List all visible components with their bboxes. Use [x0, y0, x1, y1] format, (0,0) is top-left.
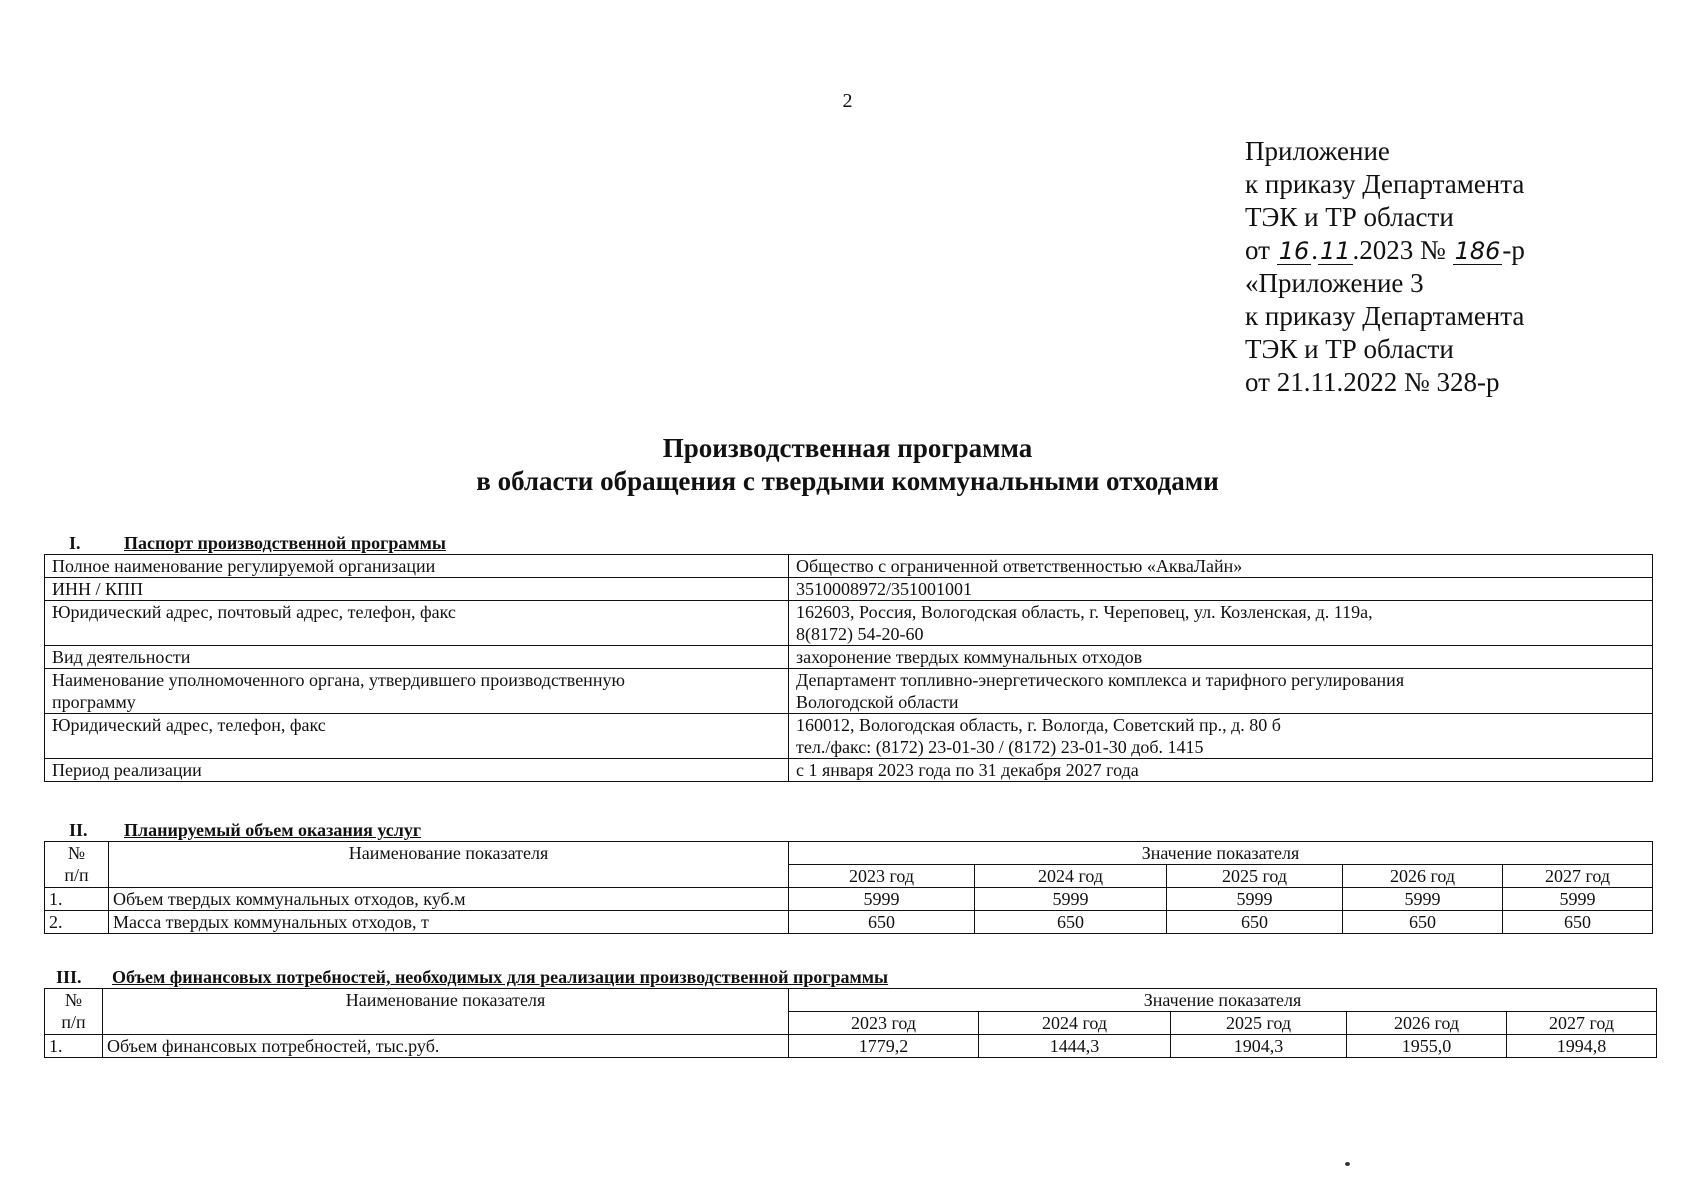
row-number: 1. — [45, 888, 109, 911]
title-line: в области обращения с твердыми коммунальными отходами — [476, 466, 1219, 496]
appendix-line: ТЭК и ТР области — [1245, 202, 1454, 232]
value-cell: 1904,3 — [1171, 1035, 1347, 1058]
section-title: Планируемый объем оказания услуг — [124, 820, 422, 840]
order-dot: . — [1311, 235, 1318, 265]
table-cell: ИНН / КПП — [45, 578, 789, 601]
table-row — [45, 759, 1653, 782]
document-title — [0, 432, 1695, 498]
year-header: 2026 год — [1343, 865, 1503, 888]
year-header: 2026 год — [1347, 1012, 1507, 1035]
year-header: 2023 год — [789, 1012, 979, 1035]
value-cell: 1444,3 — [979, 1035, 1171, 1058]
table-row — [45, 1035, 1657, 1058]
order-line — [1245, 234, 1525, 267]
year-header: 2025 год — [1167, 865, 1343, 888]
year-header: 2025 год — [1171, 1012, 1347, 1035]
value-cell: 5999 — [1167, 888, 1343, 911]
table-cell: 3510008972/351001001 — [789, 578, 1653, 601]
cell-line: Вологодской области — [796, 692, 959, 712]
value-cell: 1994,8 — [1507, 1035, 1657, 1058]
financial-needs-table — [44, 988, 1657, 1058]
cell-line: программу — [52, 692, 136, 712]
table-row — [45, 888, 1653, 911]
table-cell: захоронение твердых коммунальных отходов — [789, 646, 1653, 669]
value-cell: 5999 — [789, 888, 975, 911]
title-line: Производственная программа — [662, 433, 1033, 463]
section-number: I. — [69, 533, 81, 553]
column-header-value: Значение показателя — [789, 842, 1653, 865]
appendix-line: к приказу Департамента — [1245, 301, 1525, 331]
page-number: 2 — [842, 90, 853, 112]
section-title: Паспорт производственной программы — [124, 533, 446, 553]
appendix-line: Приложение — [1245, 136, 1390, 166]
table-cell — [789, 714, 1653, 759]
appendix-block — [1245, 135, 1525, 399]
year-header: 2024 год — [979, 1012, 1171, 1035]
value-cell: 650 — [1343, 911, 1503, 934]
appendix-line: к приказу Департамента — [1245, 169, 1525, 199]
table-cell: Период реализации — [45, 759, 789, 782]
table-row — [45, 578, 1653, 601]
cell-line: 160012, Вологодская область, г. Вологда, Советский пр., д. 80 б — [796, 715, 1281, 735]
table-cell: Юридический адрес, телефон, факс — [45, 714, 789, 759]
section1-heading — [69, 533, 446, 554]
header-line: № — [64, 990, 83, 1010]
row-name: Масса твердых коммунальных отходов, т — [109, 911, 789, 934]
column-header-value: Значение показателя — [789, 989, 1657, 1012]
header-line: п/п — [64, 865, 89, 885]
section3-heading — [56, 967, 888, 988]
table-row — [45, 555, 1653, 578]
column-header-no — [45, 989, 103, 1035]
order-month-handwritten: 11 — [1320, 237, 1351, 265]
cell-line: Наименование уполномоченного органа, утвердившего производственную — [52, 670, 625, 690]
value-cell: 5999 — [1503, 888, 1653, 911]
row-name: Объем финансовых потребностей, тыс.руб. — [103, 1035, 789, 1058]
section-number: II. — [69, 820, 88, 840]
table-cell: Полное наименование регулируемой организации — [45, 555, 789, 578]
passport-table — [44, 554, 1653, 782]
value-cell: 1955,0 — [1347, 1035, 1507, 1058]
header-row — [45, 989, 1657, 1012]
table-row — [45, 601, 1653, 646]
year-header: 2023 год — [789, 865, 975, 888]
cell-line: тел./факс: (8172) 23-01-30 / (8172) 23-01-30 доб. 1415 — [796, 737, 1204, 757]
column-header-name: Наименование показателя — [103, 989, 789, 1035]
row-name: Объем твердых коммунальных отходов, куб.м — [109, 888, 789, 911]
column-header-name: Наименование показателя — [109, 842, 789, 888]
year-header: 2027 год — [1507, 1012, 1657, 1035]
table-row — [45, 911, 1653, 934]
order-day-handwritten: 16 — [1278, 237, 1310, 265]
header-line: № — [67, 843, 86, 863]
row-number: 2. — [45, 911, 109, 934]
value-cell: 1779,2 — [789, 1035, 979, 1058]
section-title: Объем финансовых потребностей, необходимых для реализации производственной программы — [112, 967, 889, 987]
value-cell: 650 — [975, 911, 1167, 934]
cell-line: 162603, Россия, Вологодская область, г. Череповец, ул. Козленская, д. 119а, — [796, 602, 1373, 622]
table-cell — [789, 669, 1653, 714]
appendix-line: ТЭК и ТР области — [1245, 334, 1454, 364]
table-cell: Юридический адрес, почтовый адрес, телефон, факс — [45, 601, 789, 646]
header-row — [45, 842, 1653, 865]
order-suffix: -р — [1502, 235, 1525, 265]
value-cell: 650 — [1503, 911, 1653, 934]
year-header: 2027 год — [1503, 865, 1653, 888]
row-number: 1. — [45, 1035, 103, 1058]
value-cell: 5999 — [975, 888, 1167, 911]
value-cell: 650 — [1167, 911, 1343, 934]
value-cell: 5999 — [1343, 888, 1503, 911]
table-row — [45, 646, 1653, 669]
table-cell: Общество с ограниченной ответственностью «АкваЛайн» — [789, 555, 1653, 578]
scan-ink-dot — [1345, 1162, 1350, 1166]
table-row — [45, 669, 1653, 714]
table-cell — [789, 601, 1653, 646]
order-number-handwritten: 186 — [1454, 237, 1501, 265]
table-cell: с 1 января 2023 года по 31 декабря 2027 года — [789, 759, 1653, 782]
appendix-line: от 21.11.2022 № 328-р — [1245, 367, 1500, 397]
value-cell: 650 — [789, 911, 975, 934]
column-header-no — [45, 842, 109, 888]
year-header: 2024 год — [975, 865, 1167, 888]
services-volume-table — [44, 841, 1653, 934]
cell-line: 8(8172) 54-20-60 — [796, 624, 924, 644]
section2-heading — [69, 820, 421, 841]
table-cell — [45, 669, 789, 714]
table-row — [45, 714, 1653, 759]
header-line: п/п — [61, 1012, 86, 1032]
section-number: III. — [56, 967, 82, 987]
appendix-line: «Приложение 3 — [1245, 268, 1424, 298]
order-year: .2023 № — [1352, 235, 1453, 265]
order-prefix: от — [1245, 235, 1277, 265]
cell-line: Департамент топливно-энергетического комплекса и тарифного регулирования — [796, 670, 1405, 690]
table-cell: Вид деятельности — [45, 646, 789, 669]
